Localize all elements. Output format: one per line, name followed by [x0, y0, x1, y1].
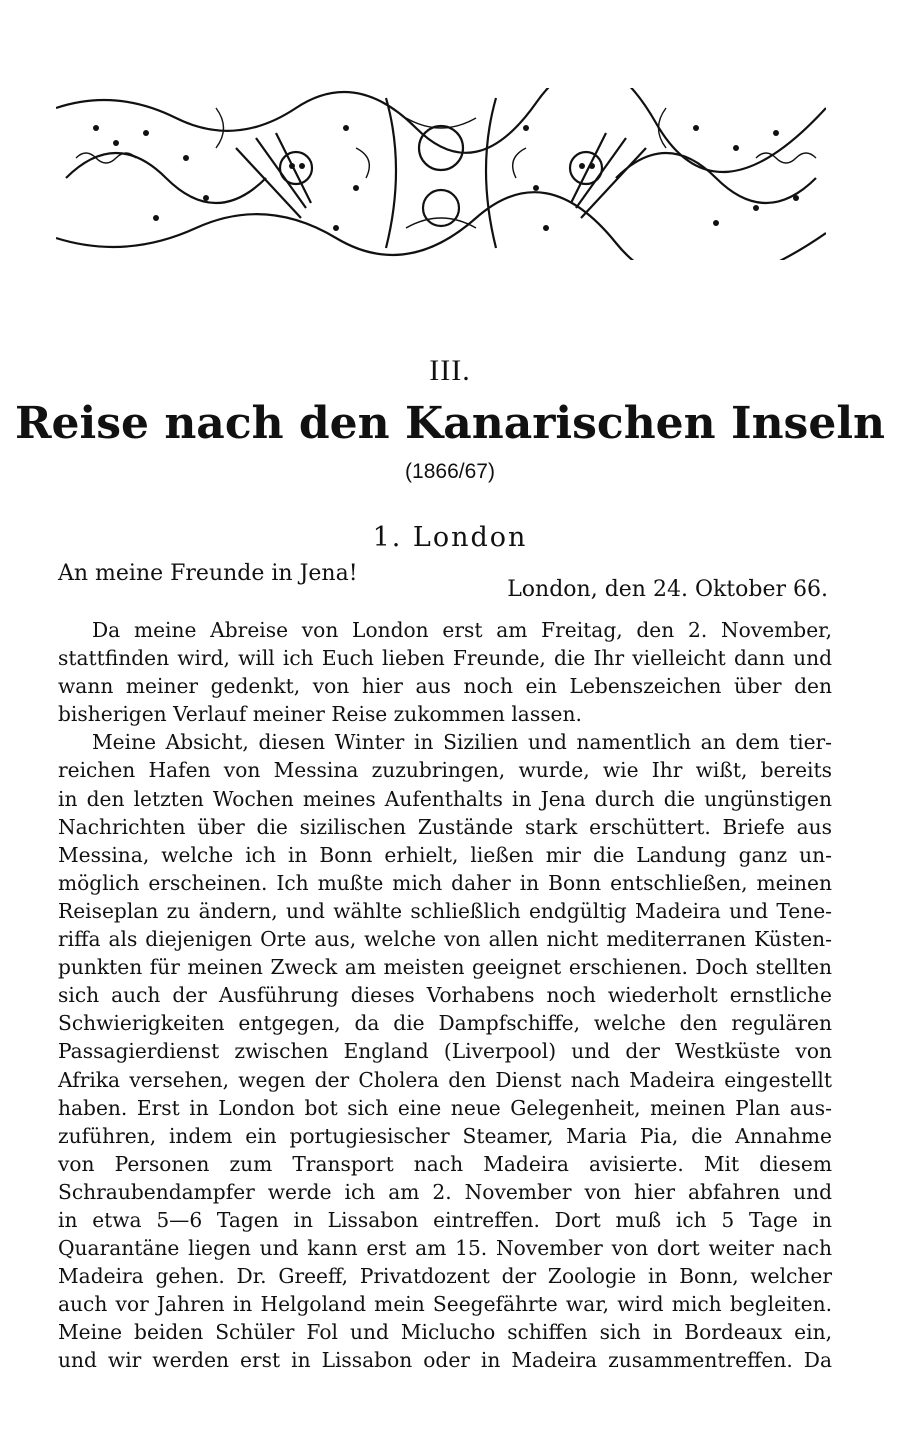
text-line: punkten für meinen Zweck am meisten geeignet erschienen. Doch stellten	[58, 955, 832, 980]
text-line: Messina, welche ich in Bonn erhielt, ließen mir die Landung ganz un-	[58, 842, 832, 867]
text-line: und wir werden erst in Lissabon oder in Madeira zusammentreffen. Da	[58, 1348, 832, 1373]
section-title: 1. London	[372, 522, 528, 553]
text-line: Meine beiden Schüler Fol und Miclucho schiffen sich in Bordeaux ein,	[58, 1320, 832, 1345]
text-line: in etwa 5—6 Tagen in Lissabon eintreffen. Dort muß ich 5 Tage in	[58, 1207, 832, 1232]
text-line: möglich erscheinen. Ich mußte mich daher in Bonn entschließen, meinen	[58, 870, 832, 895]
ornament-woodcut-icon	[56, 88, 826, 260]
text-line: haben. Erst in London bot sich eine neue Gelegenheit, meinen Plan aus-	[58, 1095, 832, 1120]
letter-salutation: An meine Freunde in Jena!	[58, 561, 358, 586]
body-text	[58, 616, 832, 1375]
text-line: reichen Hafen von Messina zuzubringen, wurde, wie Ihr wißt, bereits	[58, 758, 832, 783]
text-line: bisherigen Verlauf meiner Reise zukommen lassen.	[58, 702, 582, 727]
text-line: Meine Absicht, diesen Winter in Sizilien und namentlich an dem tier-	[92, 730, 832, 755]
text-line: von Personen zum Transport nach Madeira avisierte. Mit diesem	[58, 1151, 832, 1176]
text-line: in den letzten Wochen meines Aufenthalts in Jena durch die ungünstigen	[58, 786, 832, 811]
text-line: Madeira gehen. Dr. Greeff, Privatdozent der Zoologie in Bonn, welcher	[58, 1264, 832, 1289]
text-line: Passagierdienst zwischen England (Liverpool) und der Westküste von	[58, 1039, 832, 1064]
text-line: auch vor Jahren in Helgoland mein Seegefährte war, wird mich begleiten.	[58, 1292, 832, 1317]
text-line: Da meine Abreise von London erst am Freitag, den 2. November,	[92, 618, 832, 642]
text-line: Nachrichten über die sizilischen Zustände stark erschüttert. Briefe aus	[58, 814, 832, 839]
chapter-number: III.	[429, 354, 471, 387]
text-line: wann meiner gedenkt, von hier aus noch ein Lebenszeichen über den	[58, 674, 832, 699]
text-line: stattfinden wird, will ich Euch lieben Freunde, die Ihr vielleicht dann und	[58, 646, 832, 671]
chapter-title: Reise nach den Kanarischen Inseln	[14, 398, 886, 449]
text-line: riffa als diejenigen Orte aus, welche von allen nicht mediterranen Küsten-	[58, 927, 832, 952]
text-line: sich auch der Ausführung dieses Vorhabens noch wiederholt ernstliche	[58, 983, 832, 1008]
text-line: zuführen, indem ein portugiesischer Steamer, Maria Pia, die Annahme	[58, 1123, 832, 1148]
chapter-years: (1866/67)	[405, 460, 495, 483]
text-line: Schwierigkeiten entgegen, da die Dampfschiffe, welche den regulären	[58, 1011, 832, 1036]
text-line: Reiseplan zu ändern, und wählte schließlich endgültig Madeira und Tene-	[58, 898, 832, 923]
text-line: Afrika versehen, wegen der Cholera den Dienst nach Madeira eingestellt	[58, 1067, 832, 1092]
text-line: Schraubendampfer werde ich am 2. November von hier abfahren und	[58, 1179, 832, 1204]
letter-place-date: London, den 24. Oktober 66.	[507, 577, 828, 602]
text-line: Quarantäne liegen und kann erst am 15. November von dort weiter nach	[58, 1236, 832, 1261]
